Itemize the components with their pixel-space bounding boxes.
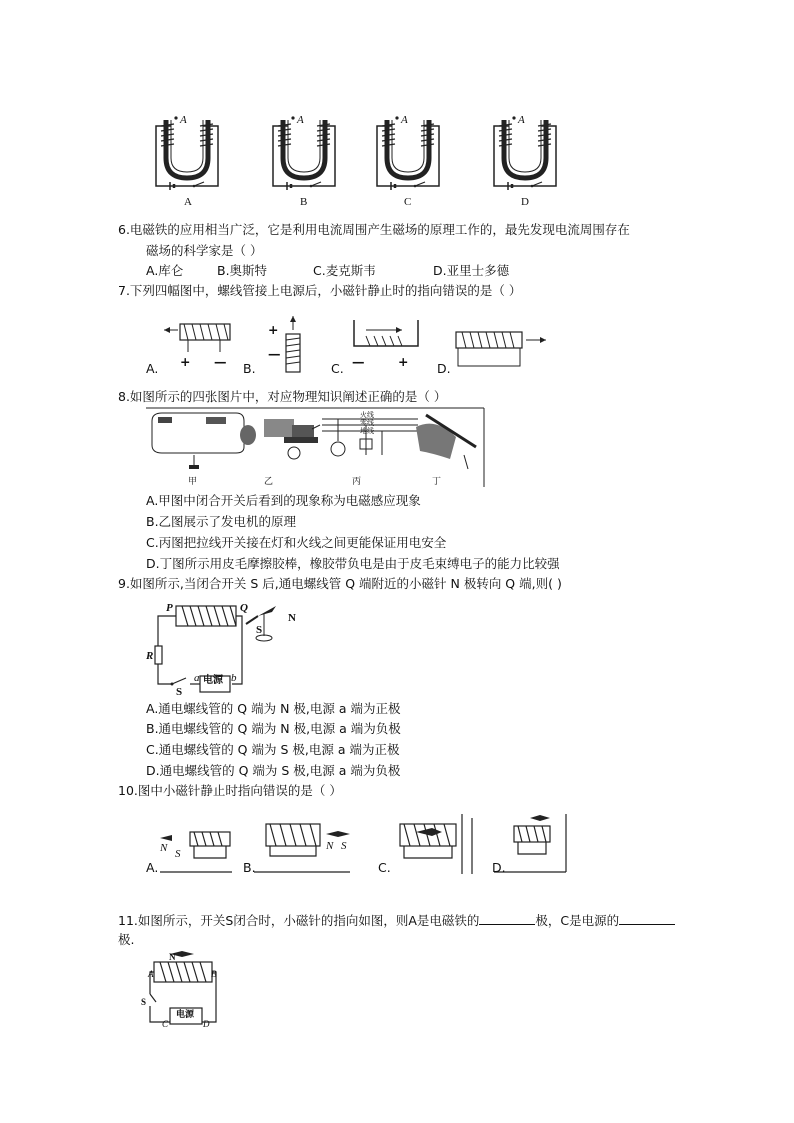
q10-figure-row: [146, 810, 586, 876]
q7-fig-a-minus: —: [214, 354, 227, 369]
q8-figure-ding: [416, 415, 476, 469]
q8-fig-label-yi: 乙: [264, 477, 274, 487]
q11-label-a: A: [148, 969, 154, 979]
q7-figure-row: [140, 312, 560, 376]
q9-label-switch-s: S: [176, 686, 183, 698]
q6-stem-line1: 6.电磁铁的应用相当广泛，它是利用电流周围产生磁场的原理工作的，最先发现电流周围存在: [118, 222, 630, 237]
q9-label-a: a: [194, 672, 200, 684]
q7-fig-c-plus: +: [398, 354, 409, 369]
q11-label-c: C: [162, 1019, 169, 1029]
q10-stem: 10.图中小磁针静止时指向错误的是（ ）: [118, 783, 342, 798]
q10-figure-d: [472, 814, 566, 874]
q8-wire-label-live: 火线: [360, 411, 374, 419]
q7-fig-b-minus: —: [268, 346, 281, 361]
q7-fig-label-a: A.: [146, 361, 159, 376]
q9-option-a: A.通电螺线管的 Q 端为 N 极,电源 a 端为正极: [146, 701, 401, 716]
q8-option-d: D.丁图所示用皮毛摩擦胶棒，橡胶带负电是由于皮毛束缚电子的能力比较强: [146, 556, 560, 571]
q11-stem-part2: 极，C是电源的: [535, 913, 620, 928]
q11-label-d: D: [203, 1019, 210, 1029]
q11-stem-line1: [118, 912, 675, 929]
q9-option-d: D.通电螺线管的 Q 端为 S 极,电源 a 端为负极: [146, 763, 401, 778]
q9-label-n: N: [288, 612, 296, 624]
q5-fig-label-d: D: [521, 196, 529, 208]
q6-option-c: C.麦克斯韦: [313, 263, 376, 278]
q6-option-d: D.亚里士多德: [433, 263, 510, 278]
q8-wire-label-ground: 地线: [360, 427, 374, 435]
q11-answer-blank-1[interactable]: [479, 912, 535, 925]
q6-option-b: B.奥斯特: [217, 263, 268, 278]
q10-figure-b: [254, 824, 350, 872]
q5-point-label-b: A: [297, 114, 304, 126]
q10-fig-a-s: S: [175, 848, 181, 860]
q6-stem-line2: 磁场的科学家是（ ）: [146, 243, 263, 258]
q9-option-b: B.通电螺线管的 Q 端为 N 极,电源 a 端为负极: [146, 721, 401, 736]
q10-fig-label-b: B.: [243, 860, 256, 875]
q9-label-r: R: [146, 650, 154, 662]
q8-figure-jia: [152, 413, 256, 469]
q9-label-q: Q: [240, 602, 248, 614]
q7-fig-label-b: B.: [243, 361, 256, 376]
q5-figure-row: [140, 112, 580, 208]
q9-option-c: C.通电螺线管的 Q 端为 S 极,电源 a 端为正极: [146, 742, 400, 757]
q8-figure-yi: [264, 419, 320, 459]
q7-figure-c: [354, 320, 418, 346]
q10-fig-a-n: N: [160, 842, 168, 854]
q9-label-p: P: [166, 602, 173, 614]
q11-stem-line2: 极.: [118, 932, 135, 947]
q8-wire-label-neutral: 零线: [360, 419, 374, 427]
q8-option-a: A.甲图中闭合开关后看到的现象称为电磁感应现象: [146, 493, 421, 508]
q5-point-label-a: A: [180, 114, 187, 126]
q5-fig-label-b: B: [300, 196, 308, 208]
q11-label-n: N: [169, 952, 176, 962]
q7-figure-b: [286, 316, 300, 372]
q8-fig-label-jia: 甲: [188, 477, 198, 487]
q10-fig-label-a: A.: [146, 860, 159, 875]
q8-option-b: B.乙图展示了发电机的原理: [146, 514, 297, 529]
q5-fig-label-c: C: [404, 196, 412, 208]
q5-fig-label-a: A: [184, 196, 192, 208]
q6-option-a: A.库仑: [146, 263, 184, 278]
q9-label-b: b: [231, 672, 237, 684]
q8-stem: 8.如图所示的四张图片中，对应物理知识阐述正确的是（ ）: [118, 389, 447, 404]
q10-fig-b-s: S: [341, 840, 347, 852]
q7-fig-c-minus: —: [352, 354, 365, 369]
q7-fig-label-d: D.: [437, 361, 451, 376]
q5-point-label-d: A: [518, 114, 525, 126]
q7-fig-label-c: C.: [331, 361, 344, 376]
q10-fig-label-d: D.: [492, 860, 506, 875]
q8-fig-label-ding: 丁: [432, 477, 442, 487]
q10-figure-c: [400, 814, 462, 874]
q7-figure-a: [164, 324, 230, 352]
q10-fig-label-c: C.: [378, 860, 391, 875]
q7-fig-a-plus: +: [180, 354, 191, 369]
q8-fig-label-bing: 丙: [352, 477, 362, 487]
q9-power-source-label: 电源: [203, 675, 223, 686]
q5-point-label-c: A: [401, 114, 408, 126]
q11-label-s: S: [141, 997, 147, 1007]
q7-figure-d: [456, 332, 546, 366]
q7-stem: 7.下列四幅图中，螺线管接上电源后，小磁针静止时的指向错误的是（ ）: [118, 283, 522, 298]
q11-power-source-label: 电源: [176, 1010, 195, 1020]
q11-label-b: B: [211, 969, 217, 979]
u-electromagnet-diagram: [156, 116, 218, 190]
q11-stem-part1: 11.如图所示，开关S闭合时，小磁针的指向如图，则A是电磁铁的: [118, 913, 480, 928]
q11-answer-blank-2[interactable]: [619, 912, 675, 925]
q10-fig-b-n: N: [326, 840, 334, 852]
q8-option-c: C.丙图把拉线开关接在灯和火线之间更能保证用电安全: [146, 535, 447, 550]
q9-stem: 9.如图所示,当闭合开关 S 后,通电螺线管 Q 端附近的小磁针 N 极转向 Q 端,则( ): [118, 576, 562, 591]
q9-label-s-needle: S: [256, 624, 263, 636]
q7-fig-b-plus: +: [268, 322, 279, 337]
